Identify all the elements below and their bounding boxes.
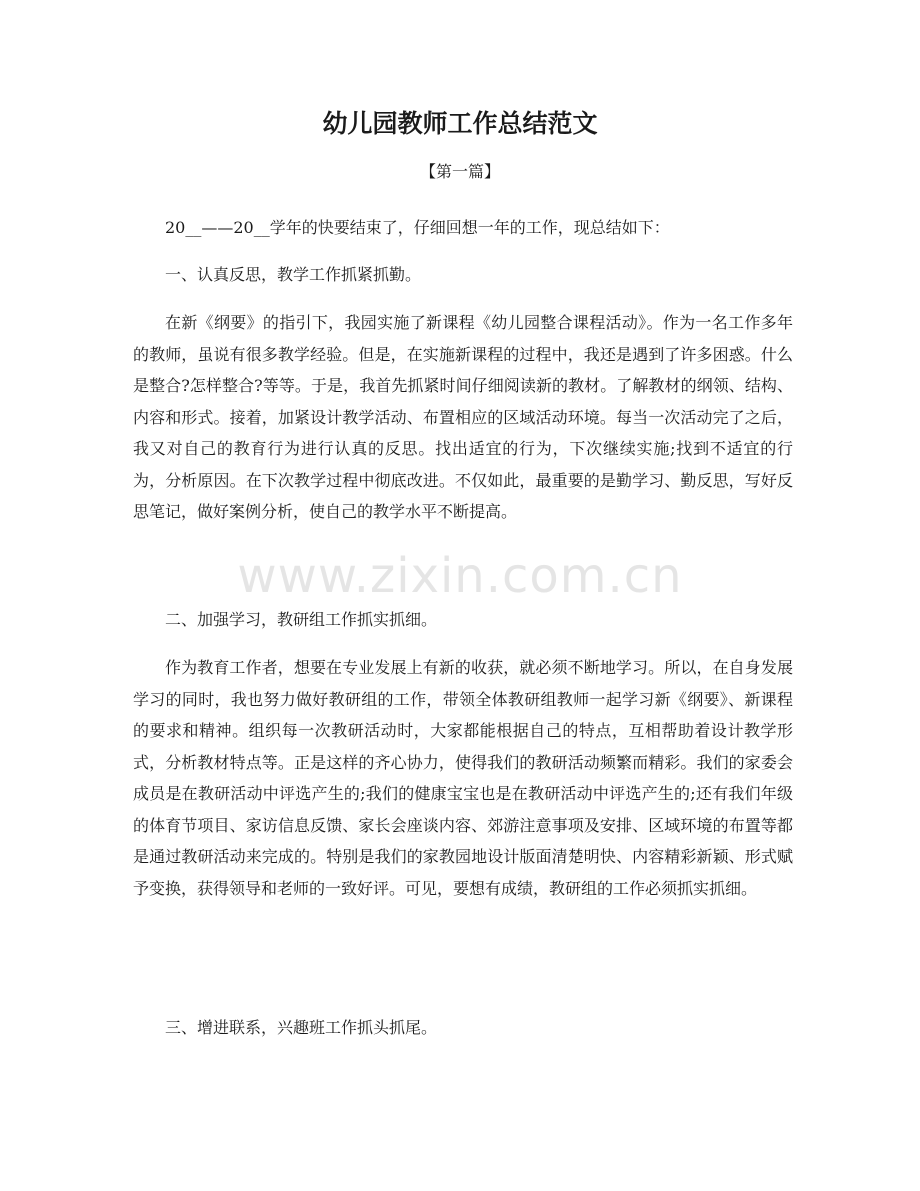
section-heading-1: 一、认真反思，教学工作抓紧抓勤。 — [165, 265, 422, 284]
section-paragraph-2: 作为教育工作者，想要在专业发展上有新的收获，就必须不断地学习。所以，在自身发展学习的同时，我也努力做好教研组的工作，带领全体教研组教师一起学习新《纲要》、新课程的要求和精神。组织每一次教研活动时，大家都能根据自己的特点，互相帮助着设计教学形式，分析教材特点等。正是这样的齐心协力，使得我们的教研活动频繁而精彩。我们的家委会成员是在教研活动中评选产生的;我们的健康宝宝也是在教研活动中评选产生的;还有我们年级的体育节项目、家访信息反馈、家长会座谈内容、郊游注意事项及安排、区域环境的布置等都是通过教研活动来完成的。特别是我们的家教园地设计版面清楚明快、内容精彩新颖、形式赋予变换，获得领导和老师的一致好评。可见，要想有成绩，教研组的工作必须抓实抓细。 — [133, 658, 793, 898]
section-heading-3: 三、增进联系，兴趣班工作抓头抓尾。 — [165, 1018, 438, 1037]
document-title: 幼儿园教师工作总结范文 — [322, 109, 598, 138]
section-heading-2: 二、加强学习，教研组工作抓实抓细。 — [165, 610, 438, 629]
part-label: 【第一篇】 — [419, 162, 500, 181]
watermark-logo: www.zixin.com.cn — [237, 548, 683, 604]
section-paragraph-1: 在新《纲要》的指引下，我园实施了新课程《幼儿园整合课程活动》。作为一名工作多年的教师，虽说有很多教学经验。但是，在实施新课程的过程中，我还是遇到了许多困惑。什么是整合?怎样整合?等等。于是，我首先抓紧时间仔细阅读新的教材。了解教材的纲领、结构、内容和形式。接着，加紧设计教学活动、布置相应的区域活动环境。每当一次活动完了之后，我又对自己的教育行为进行认真的反思。找出适宜的行为，下次继续实施;找到不适宜的行为，分析原因。在下次教学过程中彻底改进。不仅如此，最重要的是勤学习、勤反思，写好反思笔记，做好案例分析，使自己的教学水平不断提高。 — [133, 313, 793, 521]
intro-paragraph: 20__——20__学年的快要结束了，仔细回想一年的工作，现总结如下： — [165, 218, 670, 237]
